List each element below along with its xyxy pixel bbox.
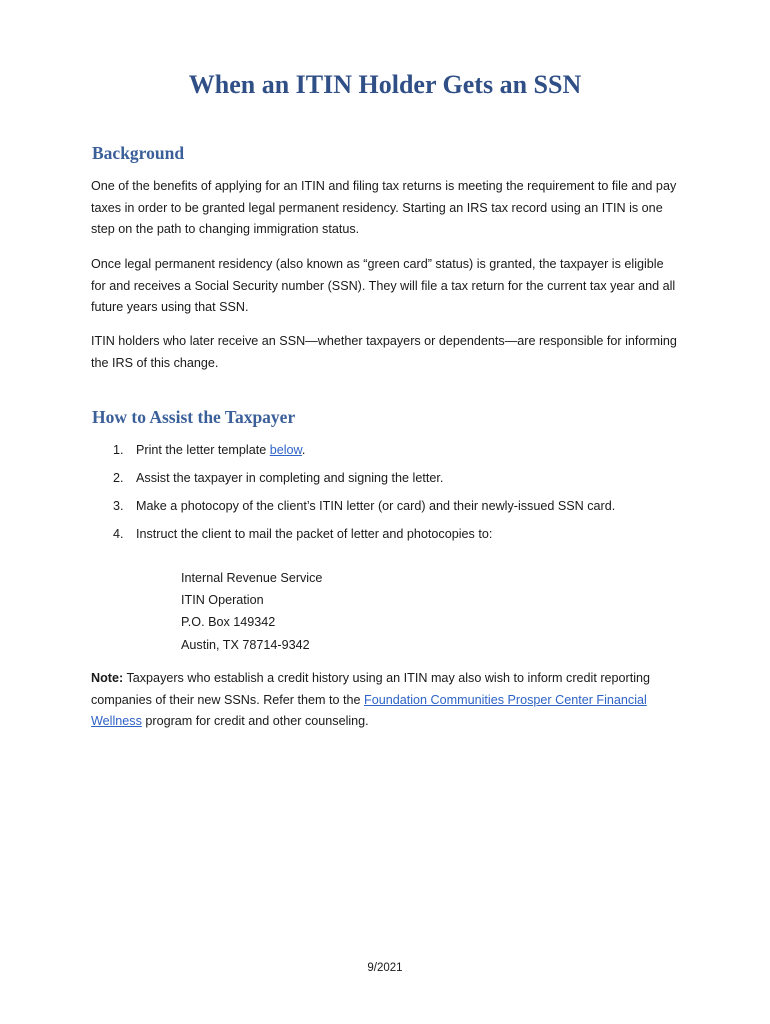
list-text-end: .: [301, 443, 306, 457]
background-heading: Background: [92, 143, 185, 163]
list-item-2: [113, 468, 683, 490]
list-number: 3.: [113, 499, 124, 513]
note-text: Taxpayers who establish a credit history using an ITIN may also wish to inform credit reporting companies of their new SSNs. Refer them to the: [91, 671, 651, 707]
page-title: When an ITIN Holder Gets an SSN: [188, 70, 582, 99]
background-paragraph-3: ITIN holders who later receive an SSN—whether taxpayers or dependents—are responsible for informing the IRS of this change.: [91, 334, 677, 370]
background-paragraph-1: One of the benefits of applying for an ITIN and filing tax returns is meeting the requirement to file and pay taxes in order to be granted legal permanent residency. Starting an IRS tax record using an ITIN is one step on the path to changing immigration status.: [91, 179, 677, 237]
address-line-2: ITIN Operation: [181, 593, 264, 608]
address-line-1: Internal Revenue Service: [181, 571, 323, 585]
foundation-communities-link[interactable]: Foundation Communities Prosper Center Financial Wellness: [91, 692, 647, 729]
below-link[interactable]: below: [269, 443, 302, 457]
note-text-end: program for credit and other counseling.: [141, 714, 369, 729]
list-text: Print the letter template: [136, 443, 270, 457]
address-line-4: Austin, TX 78714-9342: [181, 637, 310, 652]
list-text: Assist the taxpayer in completing and signing the letter.: [136, 471, 444, 485]
note-paragraph: [91, 668, 681, 733]
list-text: Instruct the client to mail the packet of letter and photocopies to:: [136, 527, 493, 541]
list-number: 1.: [113, 443, 124, 457]
list-item-3: [113, 496, 683, 518]
list-number: 2.: [113, 471, 124, 485]
list-item-1: [113, 440, 683, 462]
background-paragraph-2: Once legal permanent residency (also known as “green card” status) is granted, the taxpayer is eligible for and receives a Social Security number (SSN). They will file a tax return for the current tax year and all future years using that SSN.: [91, 257, 676, 315]
list-number: 4.: [113, 527, 124, 541]
assist-heading: How to Assist the Taxpayer: [92, 407, 296, 427]
list-item-4: [113, 524, 683, 546]
address-line-3: P.O. Box 149342: [181, 615, 276, 630]
mailing-address: [181, 567, 322, 656]
list-text: Make a photocopy of the client’s ITIN letter (or card) and their newly-issued SSN card.: [136, 499, 616, 513]
note-label: Note:: [91, 671, 124, 685]
footer-date: 9/2021: [367, 962, 403, 974]
